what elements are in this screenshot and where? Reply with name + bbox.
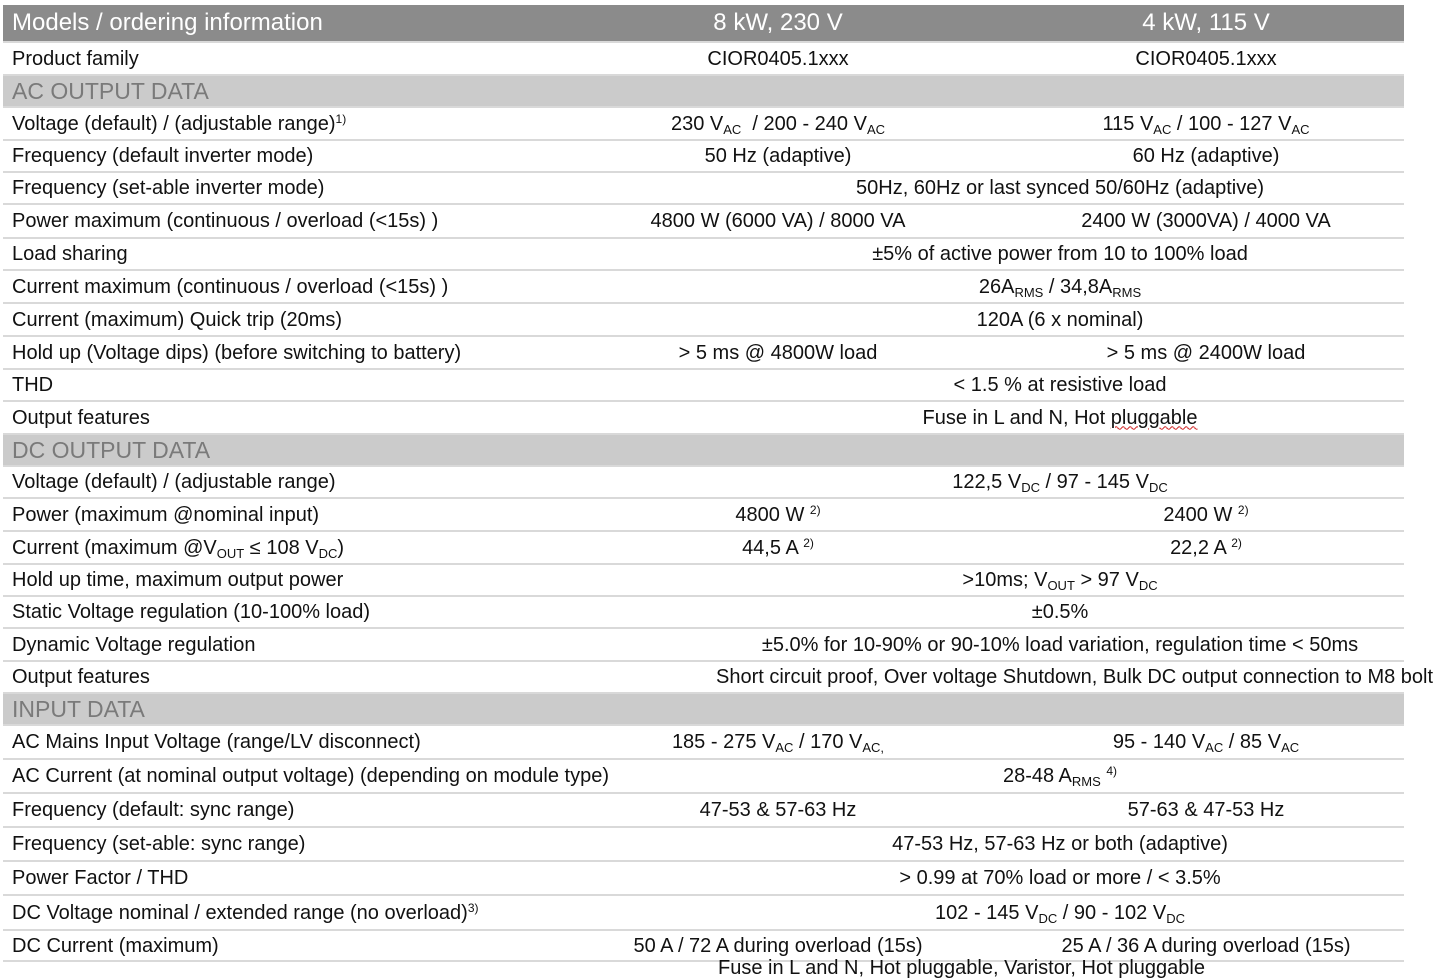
- value-4kw: 2400 W $^{2)}$: [1163, 502, 1249, 526]
- value-shared: Fuse in L and N, Hot pluggable: [922, 406, 1198, 429]
- value-8kw: 50 A / 72 A during overload (15s): [633, 934, 923, 957]
- table-row: [3, 172, 1404, 204]
- value-shared: > 0.99 at 70% load or more / < 3.5%: [899, 867, 1221, 889]
- table-row: [3, 725, 1404, 759]
- value-shared: $26A_{RMS} / 34,8A_{RMS}$: [978, 275, 1142, 300]
- spellcheck-mark: pluggable: [1110, 406, 1198, 429]
- table-row: [3, 661, 1404, 693]
- table-row: [3, 861, 1404, 895]
- value-4kw: 60 Hz (adaptive): [1132, 145, 1280, 167]
- row-label: AC Current (at nominal output voltage) (depending on module type): [12, 765, 610, 787]
- table-row: [3, 895, 1404, 930]
- table-row: [3, 107, 1404, 140]
- row-label: Frequency (set-able inverter mode): [12, 177, 325, 199]
- row-label: Dynamic Voltage regulation: [12, 633, 256, 656]
- row-label: Power (maximum @nominal input): [12, 503, 320, 526]
- row-label: Output features: [12, 666, 150, 688]
- value-8kw: 44,5 A $^{2)}$: [742, 535, 814, 559]
- value-4kw: > 5 ms @ 2400W load: [1106, 341, 1306, 364]
- value-shared: ±5% of active power from 10 to 100% load: [872, 243, 1248, 265]
- row-label: Current (maximum) Quick trip (20ms): [12, 308, 343, 331]
- value-shared: 122,5 $V_{DC} / 97 - 145$ $V_{DC}$: [952, 471, 1168, 495]
- value-shared: 102 - 145 $V_{DC} / 90 - 102$ $V_{DC}$: [935, 901, 1185, 926]
- row-label: Voltage (default) / (adjustable range)$^{1)}$: [12, 111, 347, 135]
- table-row: [3, 336, 1404, 369]
- value-4kw: 115 $V_{AC} / 100 - 127$ $V_{AC}$: [1102, 112, 1310, 137]
- row-label: Static Voltage regulation (10-100% load): [12, 601, 371, 623]
- table-row: [3, 303, 1404, 336]
- row-label: DC Current (maximum): [12, 934, 219, 957]
- value-8kw: 4800 W (6000 VA) / 8000 VA: [650, 210, 906, 232]
- value-4kw: 95 - 140 $V_{AC} / 85$ $V_{AC}$: [1112, 731, 1300, 755]
- table-row: [3, 140, 1404, 172]
- value-8kw: CIOR0405.1xxx: [707, 47, 849, 70]
- section-header-dc-output: DC OUTPUT DATA: [3, 434, 1404, 466]
- table-row: [3, 596, 1404, 628]
- spec-table: [3, 5, 1433, 962]
- value-shared: ±0.5%: [1031, 601, 1089, 623]
- table-row: [3, 238, 1404, 270]
- value-8kw: 47-53 & 57-63 Hz: [699, 799, 857, 821]
- value-8kw: 4800 W $^{2)}$: [735, 502, 821, 526]
- table-row: [3, 466, 1404, 498]
- value-8kw: 50 Hz (adaptive): [704, 145, 852, 167]
- row-label: Voltage (default) / (adjustable range): [12, 471, 336, 493]
- table-row: [3, 270, 1404, 303]
- value-8kw: 185 - 275 $V_{AC} / 170$ $V_{AC,}$: [671, 731, 885, 755]
- value-shared: 47-53 Hz, 57-63 Hz or both (adaptive): [892, 833, 1228, 855]
- value-shared: 50Hz, 60Hz or last synced 50/60Hz (adaptive): [856, 177, 1264, 199]
- header-col-8kw: 8 kW, 230 V: [548, 5, 1008, 42]
- table-row: [3, 204, 1404, 238]
- row-label: AC Mains Input Voltage (range/LV disconnect): [12, 731, 421, 753]
- row-label: Frequency (set-able: sync range): [12, 833, 306, 855]
- row-label: Output features: [12, 406, 150, 429]
- row-label: Hold up time, maximum output power: [12, 569, 344, 591]
- row-label: DC Voltage nominal / extended range (no overload)$^{3)}$: [12, 900, 479, 924]
- table-row: [3, 793, 1404, 827]
- table-row: [3, 498, 1404, 531]
- header-title: Models / ordering information: [3, 5, 548, 42]
- row-label: Product family: [12, 47, 139, 70]
- row-label: Hold up (Voltage dips) (before switching to battery): [12, 341, 462, 364]
- value-shared: < 1.5 % at resistive load: [953, 374, 1167, 396]
- table-row: [3, 401, 1404, 434]
- value-shared: Short circuit proof, Over voltage Shutdown, Bulk DC output connection to M8 bolt: [716, 666, 1433, 688]
- row-label: THD: [12, 374, 54, 396]
- value-4kw: 57-63 & 47-53 Hz: [1127, 799, 1285, 821]
- row-label: Current (maximum $@V_{OUT} \le 108$ $V_{DC}$): [12, 536, 345, 561]
- table-row: [3, 827, 1404, 861]
- table-row: [3, 531, 1404, 564]
- value-shared: >10ms; $V_{OUT} > 97$ $V_{DC}$: [962, 569, 1158, 593]
- value-shared: 120A (6 x nominal): [976, 308, 1144, 331]
- table-row: [3, 42, 1404, 75]
- value-8kw: > 5 ms @ 4800W load: [678, 341, 878, 364]
- header-col-4kw: 4 kW, 115 V: [1008, 5, 1404, 42]
- row-label: Current maximum (continuous / overload (<15s) ): [12, 275, 449, 298]
- value-shared: ±5.0% for 10-90% or 90-10% load variation, regulation time < 50ms: [761, 633, 1359, 656]
- row-label: Frequency (default: sync range): [12, 799, 295, 821]
- row-label: Load sharing: [12, 243, 128, 265]
- value-4kw: 22,2 A $^{2)}$: [1170, 535, 1242, 559]
- value-4kw: 25 A / 36 A during overload (15s): [1061, 934, 1351, 957]
- row-label: Frequency (default inverter mode): [12, 145, 314, 167]
- table-row: [3, 628, 1404, 661]
- row-label: Power Factor / THD: [12, 867, 189, 889]
- value-4kw: CIOR0405.1xxx: [1135, 47, 1277, 70]
- section-header-input: INPUT DATA: [3, 693, 1404, 725]
- table-row: [3, 759, 1404, 793]
- value-4kw: 2400 W (3000VA) / 4000 VA: [1081, 210, 1331, 232]
- value-8kw: 230 $V_{AC} / 200 - 240$ $V_{AC}$: [670, 112, 886, 137]
- section-header-ac-output: AC OUTPUT DATA: [3, 75, 1404, 107]
- table-row: [3, 564, 1404, 596]
- row-label: Power maximum (continuous / overload (<15s) ): [12, 210, 439, 232]
- table-row: [3, 369, 1404, 401]
- cut-off-row-text: Fuse in L and N, Hot pluggable, Varistor, Hot pluggable: [718, 957, 1205, 979]
- value-shared: 28-48 $A_{RMS}$ $^{4)}$: [1002, 764, 1118, 789]
- table-header: [3, 5, 1404, 42]
